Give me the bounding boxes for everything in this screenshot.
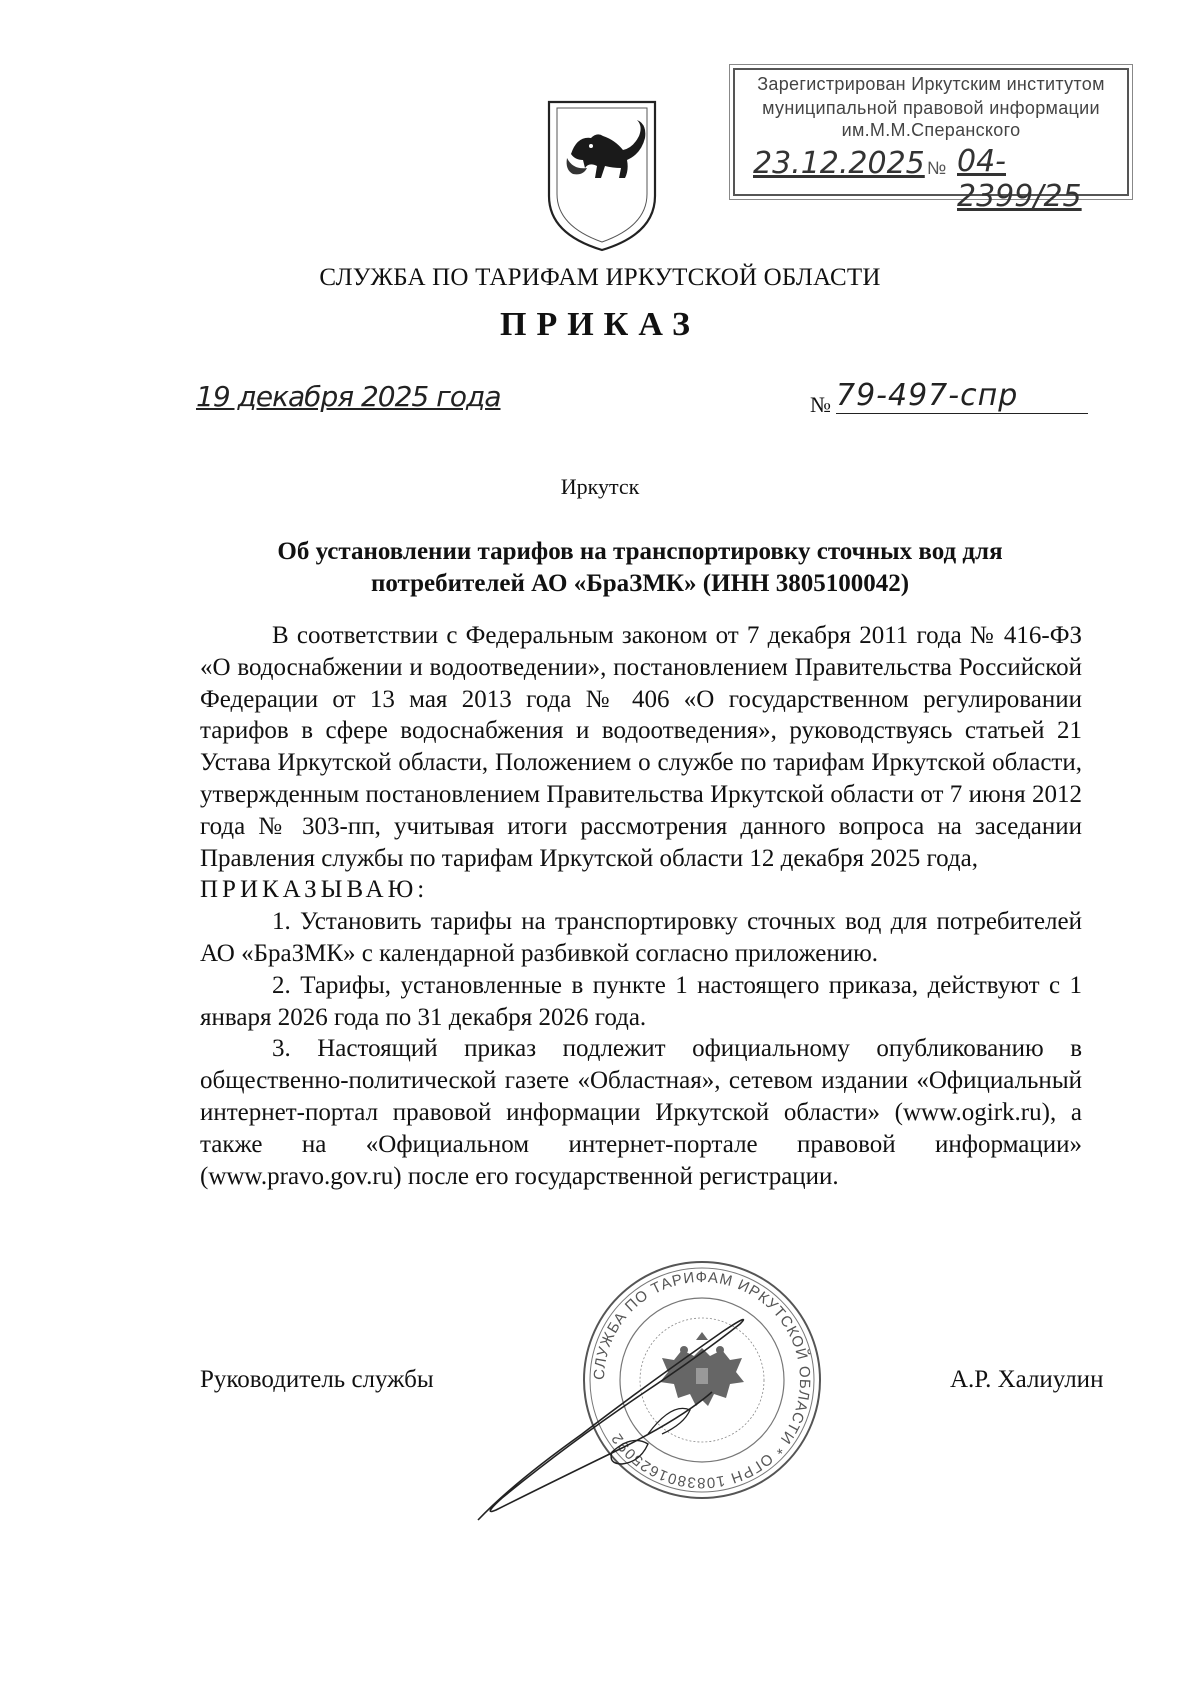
- registration-stamp-line-1: Зарегистрирован Иркутским институтом: [757, 74, 1105, 94]
- seal-ring-text: СЛУЖБА ПО ТАРИФАМ ИРКУТСКОЙ ОБЛАСТИ * ОГРН 1083801625092: [590, 1268, 814, 1492]
- order-date: 19 декабря 2025 года: [196, 380, 501, 413]
- signatory-name: А.Р. Халиулин: [950, 1366, 1104, 1393]
- preamble-paragraph: В соответствии с Федеральным законом от 7 декабря 2011 года № 416-ФЗ «О водоснабжении и водоотведении», постановлением Правительства Российской Федерации от 13 мая 2013 года № 406 «О государственном регулировании тарифов в сфере водоснабжения и водоотведения», руководствуясь статьей 21 Устава Иркутской области, Положением о службе по тарифам Иркутской области, утвержденным постановлением Правительства Иркутской области от 7 июня 2012 года № 303-пп, учитывая итоги рассмотрения данного вопроса на заседании Правления службы по тарифам Иркутской области 12 декабря 2025 года,: [200, 622, 1082, 872]
- signatory-role: Руководитель службы: [200, 1366, 434, 1393]
- item-1-paragraph: 1. Установить тарифы на транспортировку сточных вод для потребителей АО «БраЗМК» с календарной разбивкой согласно приложению.: [200, 908, 1082, 967]
- item-2-paragraph: 2. Тарифы, установленные в пункте 1 настоящего приказа, действуют с 1 января 2026 года по 31 декабря 2026 года.: [200, 971, 1082, 1031]
- registration-number: 04-2399/25: [957, 144, 1082, 214]
- document-body: [200, 620, 1082, 1192]
- document-title-line-2: потребителей АО «БраЗМК» (ИНН 3805100042): [370, 570, 910, 597]
- coat-of-arms-icon: [543, 96, 661, 254]
- city: Иркутск: [560, 474, 640, 499]
- registration-stamp-line-2: муниципальной правовой информации: [762, 98, 1100, 118]
- order-number-sign: №: [810, 392, 831, 417]
- document-title: [200, 536, 1080, 600]
- organization-name: СЛУЖБА ПО ТАРИФАМ ИРКУТСКОЙ ОБЛАСТИ: [319, 264, 881, 291]
- order-clause: ПРИКАЗЫВАЮ:: [200, 876, 429, 904]
- registration-stamp-line-3: им.М.М.Сперанского: [841, 120, 1021, 140]
- registration-stamp: [733, 68, 1129, 214]
- registration-number-sign: №: [927, 158, 947, 178]
- order-number: 79-497-спр: [836, 378, 1088, 414]
- registration-date: 23.12.2025: [753, 146, 925, 181]
- document-title-line-1: Об установлении тарифов на транспортировку сточных вод для: [277, 538, 1003, 565]
- handwritten-signature: [472, 1284, 762, 1534]
- document-type: ПРИКАЗ: [500, 306, 700, 343]
- item-3-paragraph: 3. Настоящий приказ подлежит официальному опубликованию в общественно-политической газете «Областная», сетевом издании «Официальный интернет-портал правовой информации Иркутской области» (www.ogirk.ru), а также на «Официальном интернет-портале правовой информации» (www.pravo.gov.ru) после его государственной регистрации.: [200, 1035, 1082, 1190]
